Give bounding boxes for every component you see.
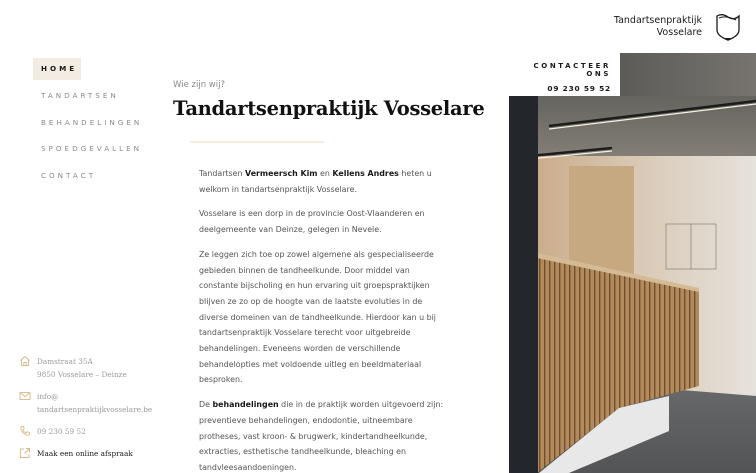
nav-item-spoedgevallen[interactable]: SPOEDGEVALLEN xyxy=(41,144,143,154)
mail-icon xyxy=(19,390,31,402)
interior-illustration xyxy=(509,96,756,473)
dentist-name-2: Kellens Andres xyxy=(332,169,399,178)
contact-phone[interactable]: 09 230 59 52 xyxy=(547,84,611,93)
main-nav xyxy=(33,58,150,192)
brand-name xyxy=(614,15,702,39)
intro-paragraph-1: Tandartsen Vermeersch Kim en Kellens Andres heten u welkom in tandartsenpraktijk Vosselare. xyxy=(199,169,432,194)
email-line1[interactable]: info@ xyxy=(37,392,59,401)
address-line2: 9850 Vosselare – Deinze xyxy=(37,370,127,379)
dentist-name-1: Vermeersch Kim xyxy=(245,169,318,178)
tooth-shield-icon xyxy=(714,12,742,42)
photo-top-strip xyxy=(620,53,756,96)
nav-item-home[interactable]: HOME xyxy=(33,58,81,80)
contact-info xyxy=(19,355,152,469)
nav-item-tandartsen[interactable]: TANDARTSEN xyxy=(41,90,119,100)
treatments-link[interactable]: behandelingen xyxy=(212,400,279,410)
brand-name-line2: Vosselare xyxy=(656,27,702,38)
nav-item-behandelingen[interactable]: BEHANDELINGEN xyxy=(41,117,143,127)
phone-icon xyxy=(19,425,31,437)
phone-row[interactable] xyxy=(19,425,152,438)
phone-number[interactable]: 09 230 59 52 xyxy=(37,427,86,436)
brand-name-line1: Tandartsenpraktijk xyxy=(613,15,702,26)
email-line2[interactable]: tandartsenpraktijkvosselare.be xyxy=(37,405,153,414)
external-link-icon xyxy=(19,447,31,459)
intro-paragraph-4: De behandelingen die in de praktijk worden uitgevoerd zijn: preventieve behandelingen, endodontie, uitneembare protheses, vast kroon- & brugwerk, kindertandheelkunde, extracties, esthetische tandheelkunde, bleaching en tandvleesaandoeningen. xyxy=(199,400,444,472)
page-title: Tandartsenpraktijk Vosselare xyxy=(173,97,485,120)
nav-item-contact[interactable]: CONTACT xyxy=(41,171,97,181)
brand-logo[interactable] xyxy=(614,12,742,42)
intro-paragraph-2: Vosselare is een dorp in de provincie Oost-Vlaanderen en deelgemeente van Deinze, gelegen in Nevele. xyxy=(199,209,425,235)
email-row[interactable] xyxy=(19,390,152,416)
title-divider xyxy=(190,141,324,143)
intro-text xyxy=(199,166,449,473)
main-content xyxy=(173,80,503,472)
contact-us-label[interactable]: CONTACTEER ONS xyxy=(533,62,611,78)
interior-photo xyxy=(509,96,756,473)
address-row xyxy=(19,355,152,381)
book-appointment-label[interactable]: Maak een online afspraak xyxy=(37,449,133,458)
intro-paragraph-3: Ze leggen zich toe op zowel algemene als gespecialiseerde gebieden binnen de tandheelkunde. Door middel van constante bijscholing en hun ervaring uit groepspraktijken blijven ze zo op de hoogte van de laatste evoluties in de diverse domeinen van de tandheelkunde. Hierdoor kan u bij tandartsenpraktijk Vosselare terecht voor uitgebreide behandelingen. Eveneens worden de verschillende behandelopties met voldoende uitleg en beeldmateriaal besproken. xyxy=(199,249,436,385)
contact-box[interactable] xyxy=(509,53,620,96)
home-icon xyxy=(19,355,31,367)
section-eyebrow: Wie zijn wij? xyxy=(173,80,225,90)
book-appointment-link[interactable] xyxy=(19,447,152,460)
address-line1: Damstraat 35A xyxy=(37,357,93,366)
